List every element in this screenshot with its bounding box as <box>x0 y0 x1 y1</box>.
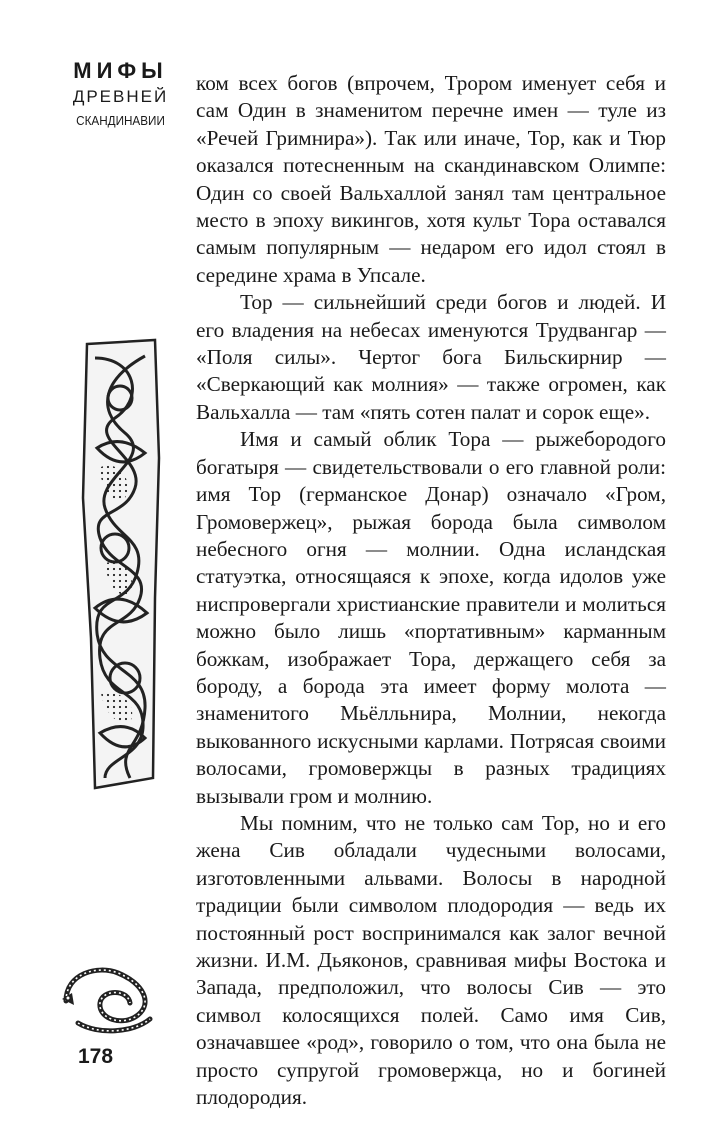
running-head-region: СКАНДИНАВИИ <box>76 113 165 128</box>
running-head-subtitle: ДРЕВНЕЙ <box>72 87 169 106</box>
page-number: 178 <box>78 1045 114 1068</box>
running-head-title: МИФЫ <box>73 58 168 83</box>
serpent-ornament-icon <box>58 953 162 1037</box>
body-text <box>196 70 666 1111</box>
paragraph-4: Мы помним, что не только сам Тор, но и его жена Сив обладали чудесными волосами, изготовленными альвами. Волосы в народной традиции были символом плодородия — ведь их постоянный рост воспринимался как залог вечной жизни. И.М. Дьяконов, сравнивая мифы Востока и Запада, предположил, что волосы Сив — это символ колосящихся полей. Само имя Сив, означавшее «род», говорило о том, что она была не просто супругой громовержца, но и богиней плодородия. <box>196 810 666 1110</box>
running-head <box>58 58 183 132</box>
page-margin-sidebar <box>0 0 190 1133</box>
paragraph-1: ком всех богов (впрочем, Трором именует себя и сам Один в знаменитом перечне имен — туле из «Речей Гримнира»). Так или иначе, Тор, как и Тюр оказался потесненным на скандинавском Олимпе: Один со своей Вальхаллой занял там центральное место в эпоху викингов, хотя культ Тора оставался самым популярным — недаром его идол стоял в середине храма в Упсале. <box>196 71 666 287</box>
runestone-ornament-icon <box>75 338 165 793</box>
paragraph-3: Имя и самый облик Тора — рыжебородого богатыря — свидетельствовали о его главной роли: имя Тор (германское Донар) означало «Гром, Громовержец», рыжая борода была символом небесного огня — молнии. Одна исландская статуэтка, относящаяся к эпохе, когда идолов уже ниспровергали христианские правители и молиться можно было лишь «портативным» карманным божкам, изображает Тора, держащего себя за бороду, а борода эта имеет форму молота — знаменитого Мьёлльнира, Молнии, некогда выкованного искусными карлами. Потрясая своими волосами, громовержцы в разных традициях вызывали гром и молнию. <box>196 427 666 808</box>
paragraph-2: Тор — сильнейший среди богов и людей. И его владения на небесах именуются Трудвангар — «Поля силы». Чертог бога Бильскирнир — «Сверкающий как молния» — также огромен, как Вальхалла — там «пять сотен палат и сорок еще». <box>196 290 666 424</box>
